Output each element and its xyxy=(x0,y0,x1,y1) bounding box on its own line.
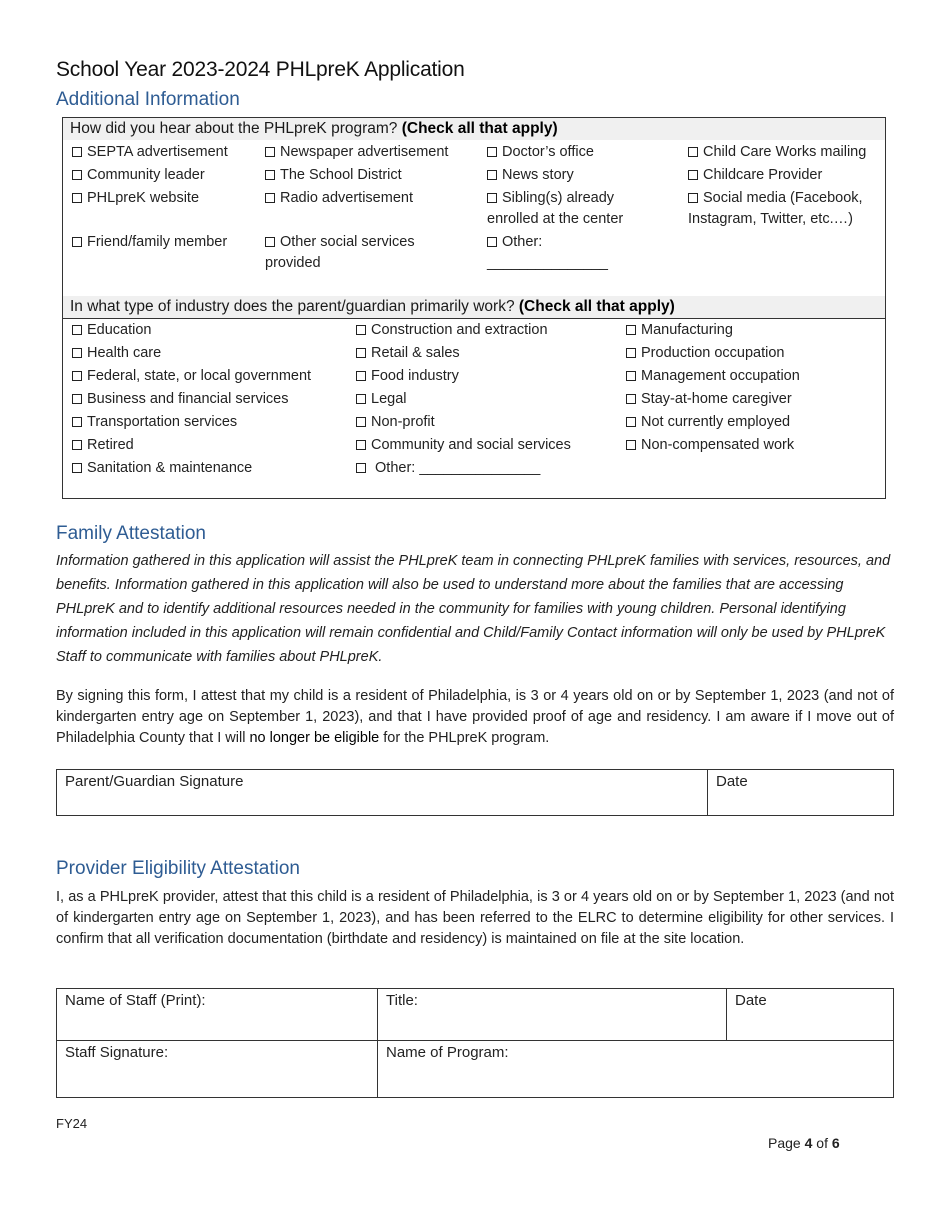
provider-date-field[interactable]: Date xyxy=(727,989,894,1041)
program-name-field[interactable]: Name of Program: xyxy=(378,1041,894,1098)
industry-construction[interactable]: Construction and extraction xyxy=(356,320,548,341)
checkbox[interactable] xyxy=(356,417,366,427)
checkbox[interactable] xyxy=(356,463,366,473)
industry-not-employed[interactable]: Not currently employed xyxy=(626,412,790,433)
provider-attest-paragraph: I, as a PHLpreK provider, attest that this child is a resident of Philadelphia, is 3 or 4 years old on or by September 1, 2023 (and not of kindergarten entry age on September 1, 2023), and has been referred to the ELRC to determine eligibility for other services. I confirm that all verification documentation (birthdate and residency) is maintained on file at the site location. xyxy=(56,889,894,947)
industry-non-profit[interactable]: Non-profit xyxy=(356,412,435,433)
provider-signature-table xyxy=(56,988,894,1098)
checkbox[interactable] xyxy=(72,147,82,157)
option-childcare-provider[interactable]: Childcare Provider xyxy=(688,165,822,186)
industry-retired[interactable]: Retired xyxy=(72,435,134,456)
checkbox[interactable] xyxy=(356,440,366,450)
industry-production[interactable]: Production occupation xyxy=(626,343,785,364)
checkbox[interactable] xyxy=(72,417,82,427)
option-other-source[interactable]: Other: _______________ xyxy=(487,234,608,271)
checkbox[interactable] xyxy=(265,193,275,203)
option-septa[interactable]: SEPTA advertisement xyxy=(72,142,228,163)
checkbox[interactable] xyxy=(487,193,497,203)
option-other-social-services[interactable]: Other social services provided xyxy=(265,234,415,271)
staff-signature-field[interactable]: Staff Signature: xyxy=(57,1041,378,1098)
parent-signature-field[interactable]: Parent/Guardian Signature xyxy=(57,770,708,816)
option-doctors-office[interactable]: Doctor’s office xyxy=(487,142,594,163)
option-sibling-enrolled[interactable]: Sibling(s) already enrolled at the center xyxy=(487,190,624,227)
provider-attestation-heading: Provider Eligibility Attestation xyxy=(56,858,300,879)
family-attest-paragraph: By signing this form, I attest that my child is a resident of Philadelphia, is 3 or 4 years old on or by September 1, 2023 (and not of kindergarten entry age on September 1, 2023), and that I have provided proof of age and residency. I am aware if I move out of Philadelphia County that I will no longer be eligible for the PHLpreK program. xyxy=(56,688,894,746)
checkbox[interactable] xyxy=(72,193,82,203)
checkbox[interactable] xyxy=(72,325,82,335)
option-newspaper[interactable]: Newspaper advertisement xyxy=(265,142,448,163)
additional-information-heading: Additional Information xyxy=(56,89,240,110)
industry-transportation[interactable]: Transportation services xyxy=(72,412,237,433)
parent-signature-table xyxy=(56,769,894,816)
option-school-district[interactable]: The School District xyxy=(265,165,402,186)
industry-non-compensated[interactable]: Non-compensated work xyxy=(626,435,794,456)
checkbox[interactable] xyxy=(356,394,366,404)
industry-manufacturing[interactable]: Manufacturing xyxy=(626,320,733,341)
checkbox[interactable] xyxy=(72,170,82,180)
industry-retail[interactable]: Retail & sales xyxy=(356,343,460,364)
industry-education[interactable]: Education xyxy=(72,320,152,341)
hear-about-question: How did you hear about the PHLpreK program? (Check all that apply) xyxy=(63,118,885,140)
page-number: Page 4 of 6 xyxy=(768,1135,840,1151)
staff-title-field[interactable]: Title: xyxy=(378,989,727,1041)
checkbox[interactable] xyxy=(356,348,366,358)
option-social-media[interactable]: Social media (Facebook, Instagram, Twitter, etc.…) xyxy=(688,190,863,227)
checkbox[interactable] xyxy=(626,325,636,335)
checkbox[interactable] xyxy=(626,394,636,404)
industry-other[interactable]: Other: _______________ xyxy=(356,458,540,479)
checkbox[interactable] xyxy=(626,371,636,381)
checkbox[interactable] xyxy=(356,371,366,381)
industry-food[interactable]: Food industry xyxy=(356,366,459,387)
checkbox[interactable] xyxy=(356,325,366,335)
industry-health-care[interactable]: Health care xyxy=(72,343,161,364)
checkbox[interactable] xyxy=(265,237,275,247)
industry-government[interactable]: Federal, state, or local government xyxy=(72,366,311,387)
industry-community-social[interactable]: Community and social services xyxy=(356,435,571,456)
checkbox[interactable] xyxy=(688,147,698,157)
checkbox[interactable] xyxy=(626,417,636,427)
checkbox[interactable] xyxy=(72,371,82,381)
industry-stay-at-home[interactable]: Stay-at-home caregiver xyxy=(626,389,792,410)
checkbox[interactable] xyxy=(487,147,497,157)
checkbox[interactable] xyxy=(487,170,497,180)
checkbox[interactable] xyxy=(487,237,497,247)
parent-date-field[interactable]: Date xyxy=(708,770,894,816)
staff-name-field[interactable]: Name of Staff (Print): xyxy=(57,989,378,1041)
checkbox[interactable] xyxy=(72,394,82,404)
option-community-leader[interactable]: Community leader xyxy=(72,165,205,186)
option-radio[interactable]: Radio advertisement xyxy=(265,188,413,209)
checkbox[interactable] xyxy=(72,440,82,450)
not-eligible-emphasis: no longer be eligible xyxy=(249,730,380,746)
checkbox[interactable] xyxy=(72,348,82,358)
option-news-story[interactable]: News story xyxy=(487,165,574,186)
checkbox[interactable] xyxy=(688,170,698,180)
checkbox[interactable] xyxy=(72,237,82,247)
checkbox[interactable] xyxy=(626,348,636,358)
option-friend-family[interactable]: Friend/family member xyxy=(72,232,227,253)
document-title: School Year 2023-2024 PHLpreK Application xyxy=(56,58,465,81)
industry-question: In what type of industry does the parent/guardian primarily work? (Check all that apply) xyxy=(63,296,885,318)
checkbox[interactable] xyxy=(626,440,636,450)
industry-management[interactable]: Management occupation xyxy=(626,366,800,387)
additional-information-box xyxy=(62,117,886,499)
form-code: FY24 xyxy=(56,1116,88,1131)
industry-legal[interactable]: Legal xyxy=(356,389,406,410)
industry-sanitation[interactable]: Sanitation & maintenance xyxy=(72,458,252,479)
checkbox[interactable] xyxy=(688,193,698,203)
industry-business-financial[interactable]: Business and financial services xyxy=(72,389,289,410)
checkbox[interactable] xyxy=(265,170,275,180)
option-child-care-works[interactable]: Child Care Works mailing xyxy=(688,142,866,163)
checkbox[interactable] xyxy=(265,147,275,157)
question-divider xyxy=(63,318,885,319)
checkbox[interactable] xyxy=(72,463,82,473)
family-info-paragraph: Information gathered in this application will assist the PHLpreK team in connecting PHLpreK families with services, resources, and benefits. Information gathered in this application will also be used to understand more about the families that are accessing PHLpreK and to identify additional resources needed in the community for families with young children. Personal identifying information included in this application will remain confidential and Child/Family Contact information will only be used by PHLpreK Staff to communicate with families about PHLpreK. xyxy=(56,553,891,665)
family-attestation-heading: Family Attestation xyxy=(56,523,206,544)
option-phlprek-website[interactable]: PHLpreK website xyxy=(72,188,199,209)
